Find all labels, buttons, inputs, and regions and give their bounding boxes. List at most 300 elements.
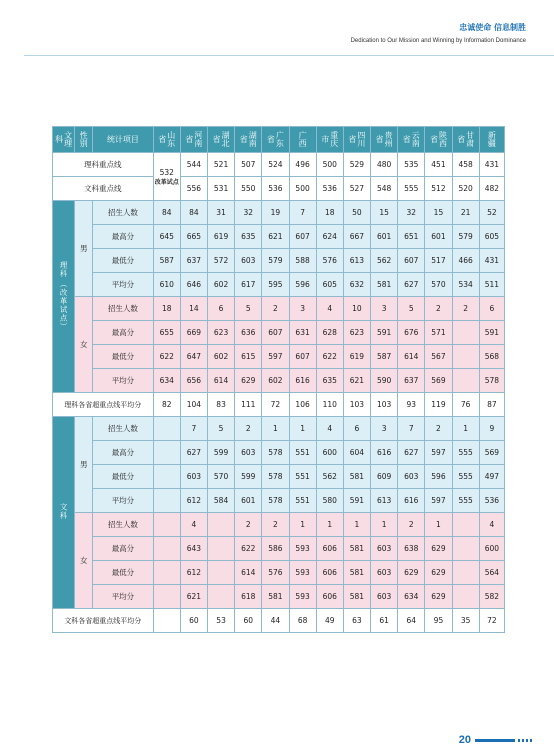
stat-value [153,537,180,561]
stat-label: 最低分 [93,561,153,585]
header-province [316,127,343,153]
key-line-value: 500 [289,177,316,201]
stat-value: 4 [316,417,343,441]
stat-label: 最高分 [93,537,153,561]
key-line-value: 507 [235,153,262,177]
stat-value: 619 [207,225,234,249]
stat-value: 607 [289,345,316,369]
stat-value: 622 [153,345,180,369]
key-line-label: 文科重点线 [53,177,154,201]
above-line-value: 104 [180,393,207,417]
stat-value: 568 [479,345,504,369]
table-row [53,321,505,345]
stat-value: 431 [479,249,504,273]
stat-value: 32 [398,201,425,225]
header-province-text: 新疆 [487,130,497,147]
stat-value: 636 [235,321,262,345]
stat-value: 3 [289,297,316,321]
stat-value: 651 [398,225,425,249]
stat-value: 569 [479,441,504,465]
stat-value: 576 [262,561,289,585]
stat-label: 平均分 [93,489,153,513]
key-line-value: 535 [398,153,425,177]
above-line-value: 44 [262,609,289,633]
above-line-value: 82 [153,393,180,417]
stat-value [207,537,234,561]
header-province [262,127,289,153]
arts-above-line-label: 文科各省超重点线平均分 [53,609,154,633]
stat-value: 616 [289,369,316,393]
above-line-value: 76 [452,393,479,417]
stat-value: 623 [207,321,234,345]
science-above-line-row [53,393,505,417]
stat-value: 637 [180,249,207,273]
stat-value [153,417,180,441]
stat-value: 623 [343,321,370,345]
header-province [479,127,504,153]
header-province [153,127,180,153]
stat-value: 32 [235,201,262,225]
stat-value: 645 [153,225,180,249]
header-province-text: 湖北省 [212,130,231,147]
header-province-text: 湖南省 [239,130,258,147]
stat-value: 606 [316,585,343,609]
stat-value: 2 [398,513,425,537]
stat-value: 2 [425,417,452,441]
header-province-text: 四川省 [347,130,366,147]
stat-value: 587 [371,345,398,369]
header-province-text: 河南省 [184,130,203,147]
shandong-value: 532 [159,167,174,177]
stat-value: 596 [425,465,452,489]
stat-value: 52 [479,201,504,225]
stat-value: 551 [289,465,316,489]
header-slogan: 忠诚使命 信息制胜 [459,23,526,32]
header-province [371,127,398,153]
stat-value: 84 [180,201,207,225]
stat-value: 624 [316,225,343,249]
stat-value [207,561,234,585]
header-province [235,127,262,153]
stat-value: 1 [316,513,343,537]
stat-value: 646 [180,273,207,297]
above-line-value: 64 [398,609,425,633]
stat-value: 2 [235,417,262,441]
header-science-arts [53,127,75,153]
stat-label: 最高分 [93,441,153,465]
stat-value: 593 [289,585,316,609]
stat-label: 最低分 [93,249,153,273]
stat-value: 617 [235,273,262,297]
stat-value: 667 [343,225,370,249]
stat-value: 581 [262,585,289,609]
key-line-value: 544 [180,153,207,177]
stat-value: 614 [398,345,425,369]
stat-value: 603 [371,537,398,561]
stat-value: 21 [452,201,479,225]
header-subtitle: Dedication to Our Mission and Winning by Information Dominance [350,38,526,44]
stat-value: 578 [262,465,289,489]
stat-value: 616 [371,441,398,465]
above-line-value: 60 [180,609,207,633]
above-line-value: 61 [371,609,398,633]
stat-value: 466 [452,249,479,273]
stat-value: 665 [180,225,207,249]
key-line-value: 536 [262,177,289,201]
stat-value: 656 [180,369,207,393]
stat-value: 1 [452,417,479,441]
stat-value: 603 [398,465,425,489]
stat-value: 605 [479,225,504,249]
stat-value: 578 [262,441,289,465]
stat-value: 15 [371,201,398,225]
table-row [53,513,505,537]
stat-value [452,369,479,393]
stat-value: 602 [262,369,289,393]
stat-value: 607 [398,249,425,273]
table-row [53,585,505,609]
stat-value: 9 [479,417,504,441]
key-line-value: 556 [180,177,207,201]
stat-value: 629 [425,585,452,609]
stat-value: 597 [425,441,452,465]
stat-value [153,561,180,585]
stat-value: 586 [262,537,289,561]
stat-value: 595 [262,273,289,297]
stat-value: 637 [398,369,425,393]
header-province [425,127,452,153]
stat-value: 4 [180,513,207,537]
stat-value: 84 [153,201,180,225]
above-line-value: 60 [235,609,262,633]
table-row [53,225,505,249]
footer-bar [475,739,515,742]
stat-value: 600 [479,537,504,561]
arts-label-text: 文科 [59,503,69,520]
female-group-label [75,513,93,609]
stat-value: 621 [343,369,370,393]
above-line-value: 103 [371,393,398,417]
shandong-note: 改革试点 [154,178,179,186]
stat-value: 643 [180,537,207,561]
stat-value: 581 [343,465,370,489]
stat-value: 5 [398,297,425,321]
header-divider [24,55,554,56]
stat-value: 622 [316,345,343,369]
stat-value: 588 [289,249,316,273]
stat-label: 招生人数 [93,417,153,441]
stat-value: 613 [371,489,398,513]
stat-value: 655 [153,321,180,345]
stat-value: 581 [343,561,370,585]
arts-section-label [53,417,75,609]
stat-value: 536 [479,489,504,513]
stat-value: 570 [425,273,452,297]
stat-value: 1 [343,513,370,537]
stat-value: 669 [180,321,207,345]
stat-value: 605 [316,273,343,297]
stat-value: 5 [207,417,234,441]
stat-value: 634 [153,369,180,393]
stat-value: 599 [207,441,234,465]
stat-value: 613 [343,249,370,273]
key-line-value: 521 [207,153,234,177]
stat-value: 15 [425,201,452,225]
stat-value [452,345,479,369]
stat-value: 567 [425,345,452,369]
key-line-value: 496 [289,153,316,177]
stat-value: 19 [262,201,289,225]
stat-value [153,585,180,609]
header-science-arts-text: 文理科 [54,130,73,147]
key-line-value: 550 [235,177,262,201]
stat-value: 676 [398,321,425,345]
stat-value: 614 [207,369,234,393]
stat-value: 581 [343,537,370,561]
stat-value: 602 [207,273,234,297]
header-province-text: 广西 [298,130,308,147]
stat-value: 517 [425,249,452,273]
above-line-value: 49 [316,609,343,633]
stat-value: 606 [316,537,343,561]
stat-value: 593 [289,537,316,561]
above-line-value: 103 [343,393,370,417]
stat-label: 最低分 [93,345,153,369]
stat-value: 591 [371,321,398,345]
stat-value: 6 [207,297,234,321]
stat-value: 604 [343,441,370,465]
stat-value: 570 [207,465,234,489]
stat-value: 572 [207,249,234,273]
stat-value: 635 [316,369,343,393]
stat-value [452,513,479,537]
stat-label: 平均分 [93,273,153,297]
stat-label: 最低分 [93,465,153,489]
gender-text: 男 [79,460,88,469]
stat-value: 587 [153,249,180,273]
stat-value: 564 [479,561,504,585]
header-province-text: 陕西省 [429,130,448,147]
stat-value: 578 [262,489,289,513]
stat-value: 580 [316,489,343,513]
above-line-value: 72 [479,609,504,633]
stat-value: 599 [235,465,262,489]
arts-above-line-row [53,609,505,633]
key-line-value: 536 [316,177,343,201]
stat-value: 621 [262,225,289,249]
table-header-row [53,127,505,153]
gender-text: 男 [79,244,88,253]
stat-value: 629 [425,537,452,561]
key-line-value: 527 [343,177,370,201]
stat-value: 1 [425,513,452,537]
stat-value: 584 [207,489,234,513]
key-line-value: 500 [316,153,343,177]
stat-value: 597 [262,345,289,369]
stat-value: 627 [180,441,207,465]
stat-value [153,441,180,465]
header-province-text: 广东省 [266,130,285,147]
header-province [452,127,479,153]
stat-value: 551 [289,489,316,513]
stat-value: 610 [153,273,180,297]
stat-value: 627 [398,441,425,465]
stat-value: 600 [316,441,343,465]
key-line-value: 531 [207,177,234,201]
stat-value: 31 [207,201,234,225]
header-province [207,127,234,153]
stat-value: 14 [180,297,207,321]
stat-value: 621 [180,585,207,609]
stat-value: 562 [371,249,398,273]
key-line-value: 548 [371,177,398,201]
science-section-label [53,201,75,393]
stat-value: 627 [398,273,425,297]
stat-value: 612 [180,489,207,513]
stat-value: 603 [235,249,262,273]
key-line-value: 555 [398,177,425,201]
header-province-text: 重庆市 [320,130,339,147]
table-row [53,465,505,489]
stat-value: 1 [371,513,398,537]
header-gender [75,127,93,153]
stat-value: 603 [180,465,207,489]
stat-value: 622 [235,537,262,561]
table-row [53,489,505,513]
table-row [53,249,505,273]
stat-label: 招生人数 [93,297,153,321]
stat-value: 603 [235,441,262,465]
female-group-label [75,297,93,393]
page-footer [459,734,532,746]
above-line-value: 87 [479,393,504,417]
key-line-value: 512 [425,177,452,201]
header-stat-item [93,127,153,153]
stat-value: 4 [316,297,343,321]
stat-value: 618 [235,585,262,609]
header-province-text: 云南省 [402,130,421,147]
science-note-text: （改革试点） [59,279,69,331]
above-line-value: 110 [316,393,343,417]
stat-value: 562 [316,465,343,489]
stat-value [153,513,180,537]
stat-value: 601 [371,225,398,249]
stat-value [452,585,479,609]
stat-value: 551 [289,441,316,465]
above-line-value: 35 [452,609,479,633]
stat-value: 18 [153,297,180,321]
stat-value: 2 [235,513,262,537]
stat-value: 2 [262,297,289,321]
key-line-row [53,177,505,201]
gender-text: 女 [79,340,88,349]
stat-value: 629 [425,561,452,585]
above-line-value: 72 [262,393,289,417]
stat-value: 578 [479,369,504,393]
stat-value: 1 [289,513,316,537]
table-row [53,273,505,297]
stat-value: 579 [452,225,479,249]
stat-label: 平均分 [93,369,153,393]
stat-value: 18 [316,201,343,225]
stat-value: 511 [479,273,504,297]
page-header [351,22,526,44]
stat-value: 582 [479,585,504,609]
stat-value: 7 [180,417,207,441]
stat-value: 3 [371,417,398,441]
stat-value: 3 [371,297,398,321]
stat-value: 601 [235,489,262,513]
stat-value: 581 [371,273,398,297]
stat-value: 593 [289,561,316,585]
table-row [53,345,505,369]
stat-label: 招生人数 [93,513,153,537]
key-line-shandong [153,153,180,201]
header-province-text: 甘肃省 [456,130,475,147]
stat-value: 591 [479,321,504,345]
stat-value: 6 [343,417,370,441]
admission-score-table [52,126,505,633]
above-line-value: 119 [425,393,452,417]
stat-value: 571 [425,321,452,345]
table-row [53,369,505,393]
stat-value: 607 [262,321,289,345]
table-row [53,441,505,465]
stat-value: 609 [371,465,398,489]
stat-value [452,321,479,345]
stat-value: 603 [371,561,398,585]
stat-value: 601 [425,225,452,249]
header-province-text: 山东省 [157,130,176,147]
stat-value: 603 [371,585,398,609]
above-line-value: 83 [207,393,234,417]
stat-value: 606 [316,561,343,585]
header-stat-item-text: 统计项目 [106,135,139,144]
stat-label: 平均分 [93,585,153,609]
stat-value: 607 [289,225,316,249]
stat-value: 629 [235,369,262,393]
stat-value: 50 [343,201,370,225]
stat-value: 2 [425,297,452,321]
stat-value: 4 [479,513,504,537]
stat-value: 632 [343,273,370,297]
stat-value: 1 [262,417,289,441]
stat-value: 616 [398,489,425,513]
table-row [53,561,505,585]
stat-value: 569 [425,369,452,393]
header-gender-text: 性别 [79,130,89,147]
header-province [343,127,370,153]
header-province [398,127,425,153]
stat-value: 635 [235,225,262,249]
table-row [53,201,505,225]
stat-value: 638 [398,537,425,561]
stat-value: 6 [479,297,504,321]
stat-value: 619 [343,345,370,369]
stat-value: 7 [398,417,425,441]
footer-dots [518,739,532,742]
male-group-label [75,417,93,513]
stat-value: 7 [289,201,316,225]
science-above-line-label: 理科各省超重点线平均分 [53,393,154,417]
above-line-value: 53 [207,609,234,633]
gender-text: 女 [79,556,88,565]
stat-value [452,561,479,585]
stat-value: 555 [452,489,479,513]
stat-label: 招生人数 [93,201,153,225]
stat-value: 2 [452,297,479,321]
stat-value: 614 [235,561,262,585]
